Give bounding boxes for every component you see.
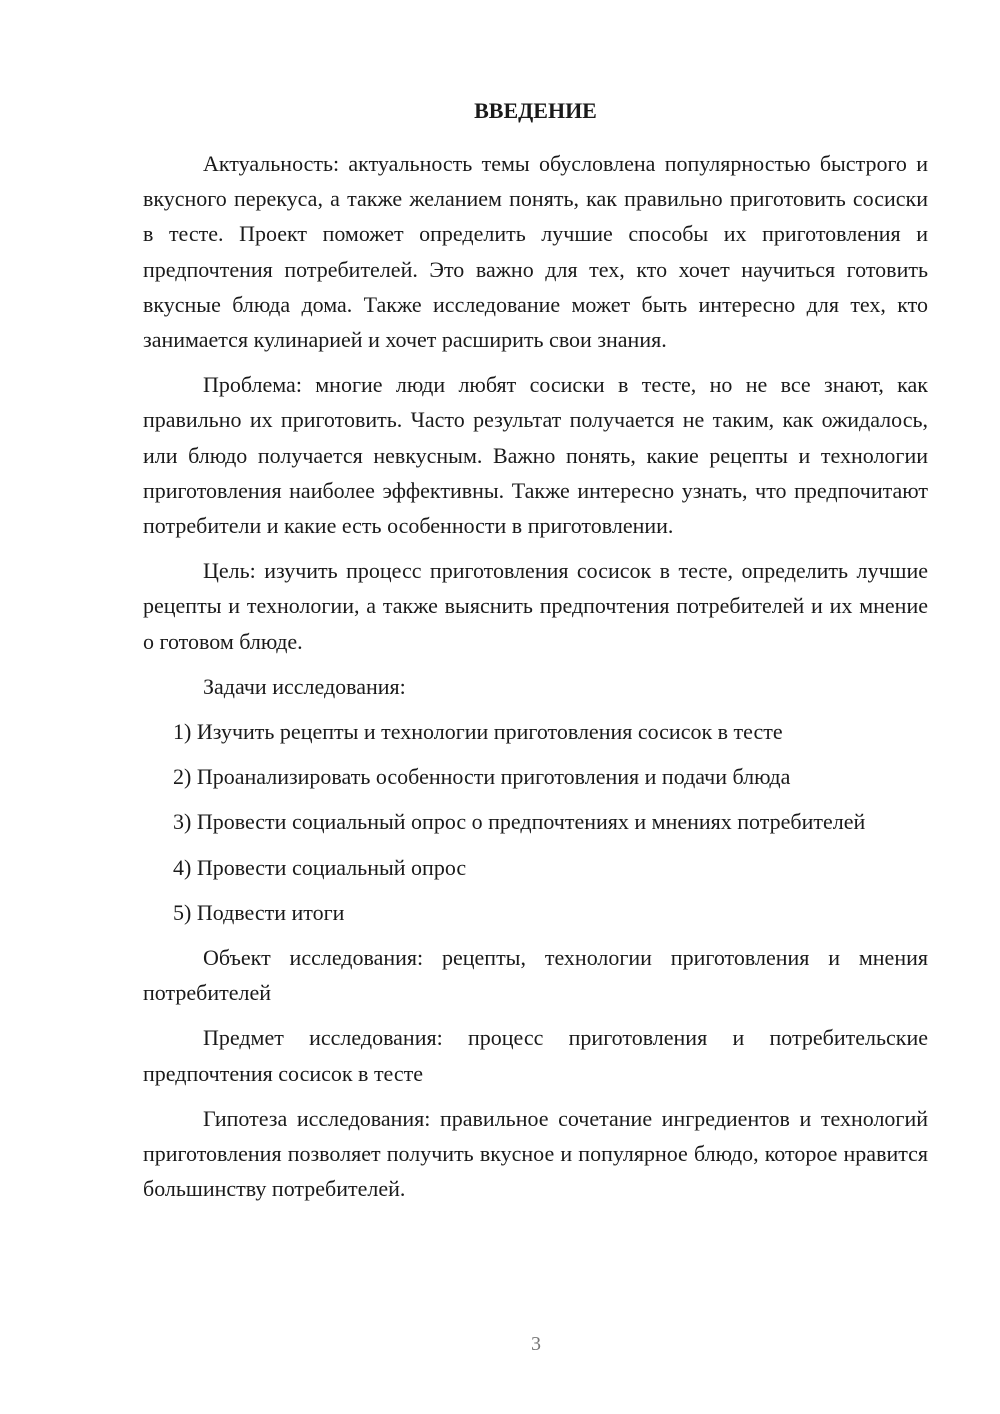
paragraph-relevance: Актуальность: актуальность темы обусловлена популярностью быстрого и вкусного перекуса, а также желанием понять, как правильно приготовить сосиски в тесте. Проект поможет определить лучшие способы их приготовления и предпочтения потребителей. Это важно для тех, кто хочет научиться готовить вкусные блюда дома. Также исследование может быть интересно для тех, кто занимается кулинарией и хочет расширить свои знания. [143,151,928,353]
task-item-1: 1) Изучить рецепты и технологии приготовления сосисок в тесте [173,719,783,745]
task-item-4: 4) Провести социальный опрос [173,854,467,880]
task-item-3: 3) Провести социальный опрос о предпочтениях и мнениях потребителей [173,809,866,835]
paragraph-object: Объект исследования: рецепты, технологии приготовления и мнения потребителей [143,945,928,1006]
tasks-title: Задачи исследования: [203,673,406,699]
paragraph-problem: Проблема: многие люди любят сосиски в тесте, но не все знают, как правильно их приготовить. Часто результат получается не таким, как ожидалось, или блюдо получается невкусным. Важно понять, какие рецепты и технологии приготовления наиболее эффективны. Также интересно узнать, что предпочитают потребители и какие есть особенности в приготовлении. [143,372,928,539]
task-item-5: 5) Подвести итоги [173,899,345,925]
page-number: 3 [531,1333,541,1355]
document-page [143,96,928,1216]
paragraph-subject: Предмет исследования: процесс приготовления и потребительские предпочтения сосисок в тесте [143,1025,928,1086]
task-item-2: 2) Проанализировать особенности приготовления и подачи блюда [173,764,791,790]
section-heading: ВВЕДЕНИЕ [474,98,597,123]
paragraph-hypothesis: Гипотеза исследования: правильное сочетание ингредиентов и технологий приготовления позволяет получить вкусное и популярное блюдо, которое нравится большинству потребителей. [143,1105,928,1202]
paragraph-goal: Цель: изучить процесс приготовления сосисок в тесте, определить лучшие рецепты и технологии, а также выяснить предпочтения потребителей и их мнение о готовом блюде. [143,558,928,654]
